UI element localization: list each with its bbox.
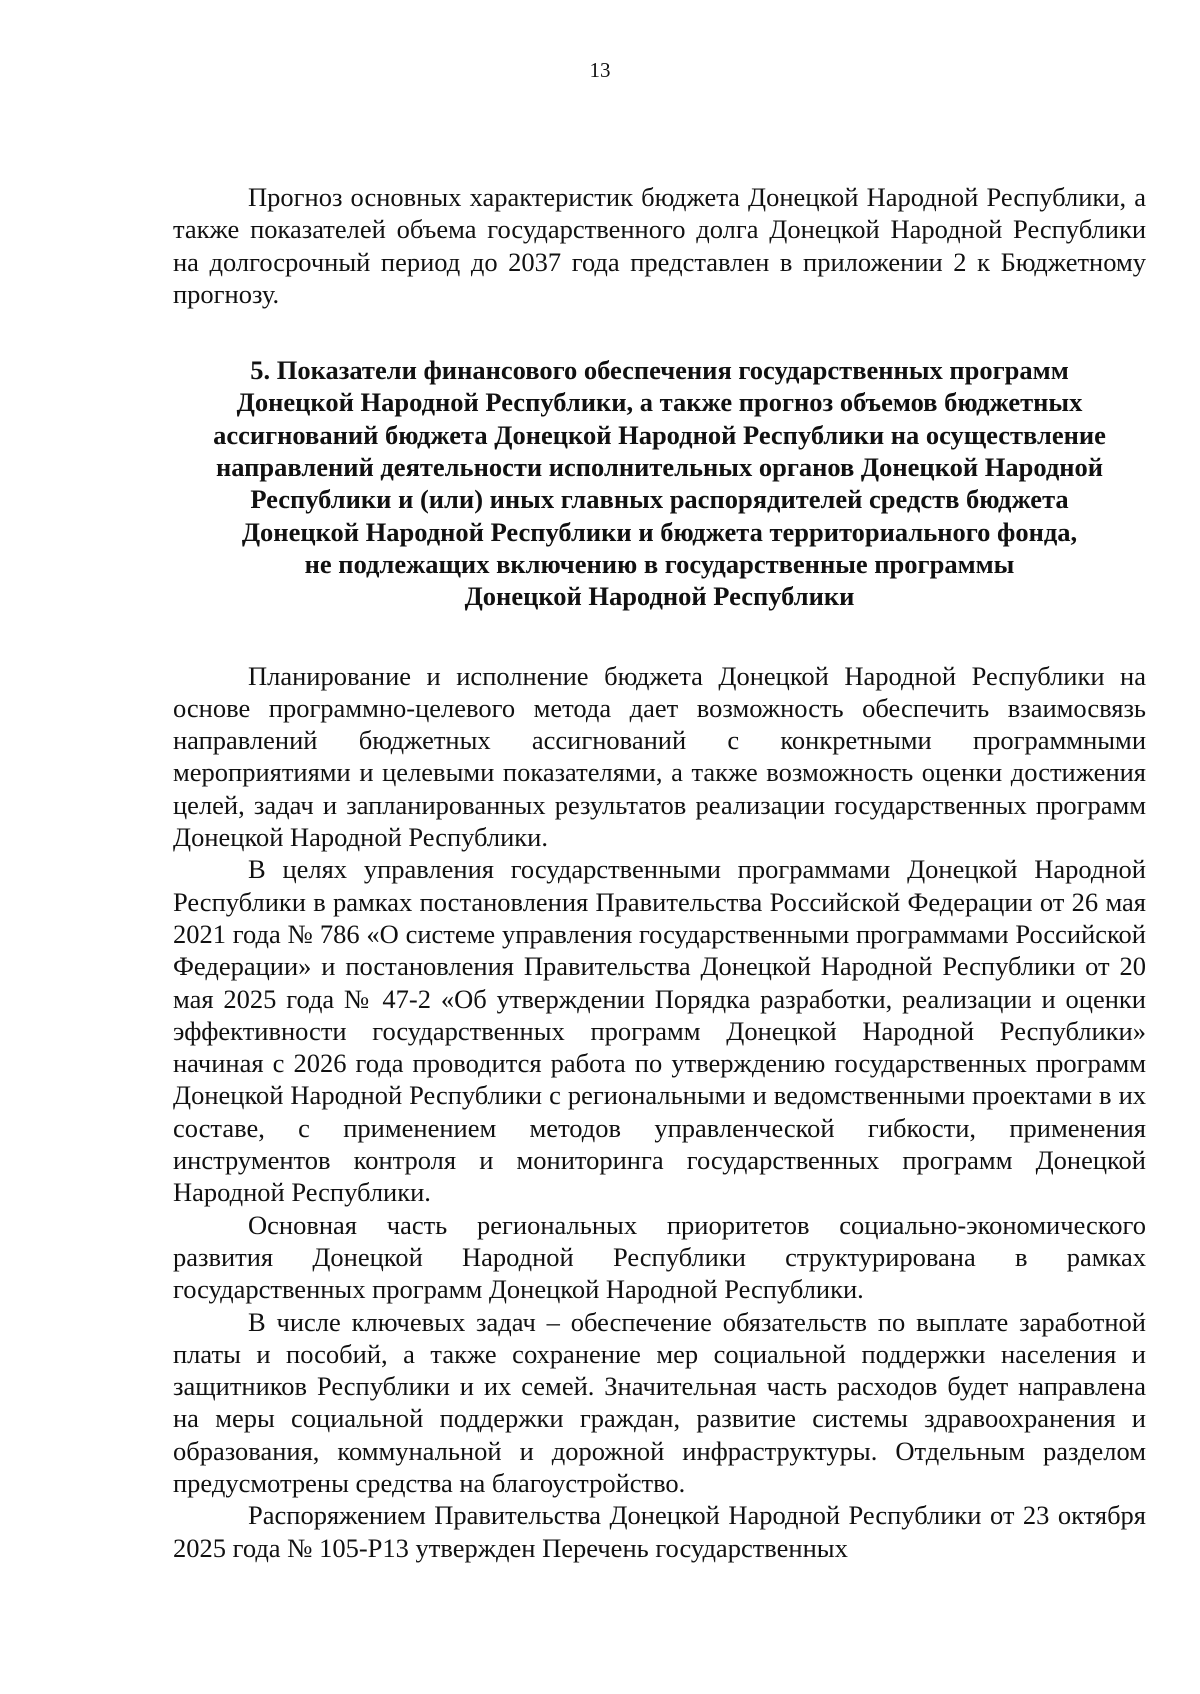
section-heading-line: Республики и (или) иных главных распорядителей средств бюджета	[250, 484, 1069, 515]
body-paragraph: В числе ключевых задач – обеспечение обязательств по выплате заработной платы и пособий, а также сохранение мер социальной поддержки населения и защитников Республики и их семей. Значительная часть расходов будет направлена на меры социальной поддержки граждан, развитие системы здравоохранения и образования, коммунальной и дорожной инфраструктуры. Отдельным разделом предусмотрены средства на благоустройство.	[173, 1306, 1146, 1498]
body-paragraph: Основная часть региональных приоритетов социально-экономического развития Донецкой Народной Республики структурирована в рамках государственных программ Донецкой Народной Республики.	[173, 1209, 1146, 1305]
section-heading-line: Донецкой Народной Республики, а также прогноз объемов бюджетных	[236, 387, 1083, 418]
intro-paragraph: Прогноз основных характеристик бюджета Донецкой Народной Республики, а также показателей объема государственного долга Донецкой Народной Республики на долгосрочный период до 2037 года представлен в приложении 2 к Бюджетному прогнозу.	[173, 182, 1146, 309]
document-body	[173, 181, 1146, 1564]
section-heading-line: 5. Показатели финансового обеспечения государственных программ	[250, 355, 1069, 386]
section-heading-line: направлений деятельности исполнительных органов Донецкой Народной	[215, 452, 1104, 483]
body-paragraph: В целях управления государственными программами Донецкой Народной Республики в рамках постановления Правительства Российской Федерации от 26 мая 2021 года № 786 «О системе управления государственными программами Российской Федерации» и постановления Правительства Донецкой Народной Республики от 20 мая 2025 года № 47-2 «Об утверждении Порядка разработки, реализации и оценки эффективности государственных программ Донецкой Народной Республики» начиная с 2026 года проводится работа по утверждению государственных программ Донецкой Народной Республики с региональными и ведомственными проектами в их составе, с применением методов управленческой гибкости, применения инструментов контроля и мониторинга государственных программ Донецкой Народной Республики.	[173, 854, 1146, 1208]
section-heading-line: Донецкой Народной Республики и бюджета территориального фонда,	[241, 516, 1078, 547]
body-paragraph: Планирование и исполнение бюджета Донецкой Народной Республики на основе программно-целевого метода дает возможность обеспечить взаимосвязь направлений бюджетных ассигнований с конкретными программными мероприятиями и целевыми показателями, а также возможность оценки достижения целей, задач и запланированных результатов реализации государственных программ Донецкой Народной Республики.	[173, 660, 1146, 853]
page-number: 13	[589, 58, 611, 82]
section-heading	[173, 354, 1146, 612]
section-heading-line: Донецкой Народной Республики	[464, 581, 855, 612]
section-heading-line: ассигнований бюджета Донецкой Народной Республики на осуществление	[213, 419, 1106, 450]
section-heading-line: не подлежащих включению в государственные программы	[304, 548, 1015, 579]
body-paragraph: Распоряжением Правительства Донецкой Народной Республики от 23 октября 2025 года № 105-Р13 утвержден Перечень государственных	[173, 1500, 1146, 1563]
